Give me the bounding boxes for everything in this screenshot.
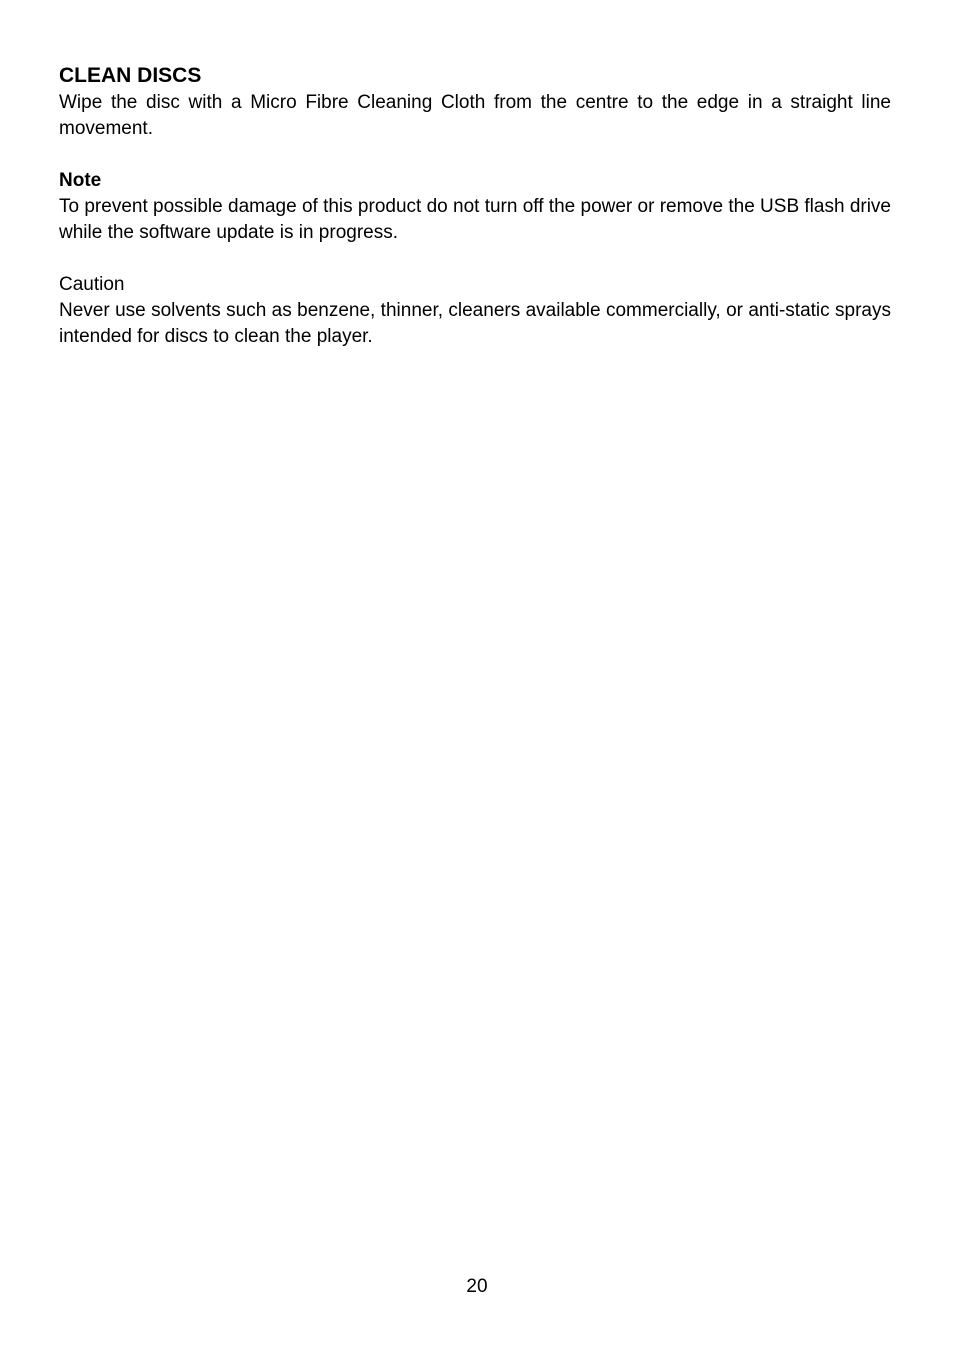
clean-discs-text: Wipe the disc with a Micro Fibre Cleaning Cloth from the centre to the edge in a straight line movement. [59,92,891,139]
clean-discs-section [59,62,891,142]
page-content [59,62,891,350]
note-text: To prevent possible damage of this product do not turn off the power or remove the USB flash drive while the software update is in progress. [59,196,891,243]
spacer [59,142,891,168]
page-number: 20 [466,1276,488,1297]
spacer [59,246,891,272]
note-heading: Note [59,170,102,191]
clean-discs-heading: CLEAN DISCS [59,64,202,87]
note-section [59,168,891,246]
caution-text: Never use solvents such as benzene, thinner, cleaners available commercially, or anti-static sprays intended for discs to clean the player. [59,300,891,347]
caution-heading: Caution [59,274,125,295]
caution-section [59,272,891,350]
